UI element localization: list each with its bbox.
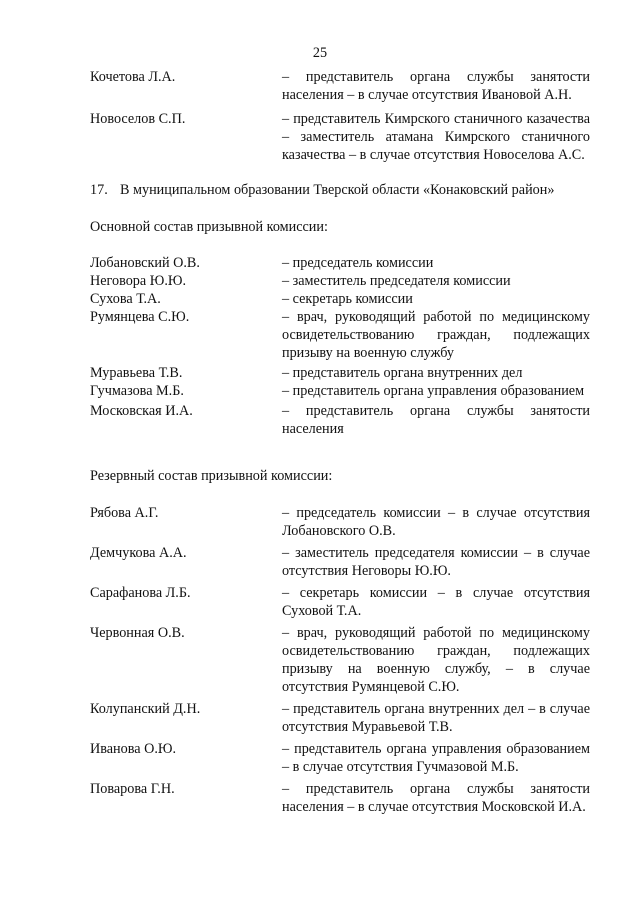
- member-role: – врач, руководящий работой по медицинскому освидетельствованию граждан, подлежащих призыву на военную службу, – в случае отсутствия Румянцевой С.Ю.: [282, 625, 590, 695]
- member-role: – представитель Кимрского станичного казачества – заместитель атамана Кимрского станичного казачества – в случае отсутствия Новоселова А.С.: [282, 111, 590, 163]
- member-name: Лобановский О.В.: [90, 255, 200, 271]
- member-row: [90, 544, 590, 580]
- member-row: [90, 504, 590, 540]
- member-name: Поварова Г.Н.: [90, 781, 175, 797]
- member-row: [90, 308, 590, 362]
- section-number: 17.: [90, 182, 108, 198]
- member-row: [90, 740, 590, 776]
- member-role: – секретарь комиссии: [282, 291, 413, 307]
- member-row: [90, 254, 590, 272]
- member-row: [90, 584, 590, 620]
- member-row: [90, 382, 590, 400]
- member-role: – заместитель председателя комиссии – в случае отсутствия Неговоры Ю.Ю.: [282, 545, 590, 579]
- member-role: – представитель органа службы занятости населения: [282, 403, 590, 437]
- member-role: – заместитель председателя комиссии: [282, 273, 511, 289]
- member-row: [90, 700, 590, 736]
- member-name: Гучмазова М.Б.: [90, 383, 184, 399]
- section-title: [90, 181, 590, 199]
- member-row: [90, 272, 590, 290]
- member-role: – представитель органа службы занятости населения – в случае отсутствия Московской И.А.: [282, 781, 590, 815]
- member-role: – врач, руководящий работой по медицинскому освидетельствованию граждан, подлежащих призыву на военную службу: [282, 309, 590, 361]
- member-name: Колупанский Д.Н.: [90, 701, 201, 717]
- member-row: [90, 364, 590, 382]
- member-role: – представитель органа внутренних дел – в случае отсутствия Муравьевой Т.В.: [282, 701, 590, 735]
- member-name: Румянцева С.Ю.: [90, 309, 190, 325]
- section-title-text: В муниципальном образовании Тверской области «Конаковский район»: [120, 182, 555, 198]
- member-name: Иванова О.Ю.: [90, 741, 177, 757]
- main-composition-heading: Основной состав призывной комиссии:: [90, 219, 328, 235]
- member-name: Сарафанова Л.Б.: [90, 585, 191, 601]
- member-name: Новоселов С.П.: [90, 111, 186, 127]
- member-role: – представитель органа службы занятости населения – в случае отсутствия Ивановой А.Н.: [282, 69, 590, 103]
- page-number: 25: [312, 45, 328, 61]
- member-name: Московская И.А.: [90, 403, 193, 419]
- member-role: – председатель комиссии: [282, 255, 434, 271]
- member-name: Муравьева Т.В.: [90, 365, 183, 381]
- member-name: Червонная О.В.: [90, 625, 185, 641]
- member-role: – представитель органа внутренних дел: [282, 365, 523, 381]
- member-name: Неговора Ю.Ю.: [90, 273, 186, 289]
- member-row: [90, 780, 590, 816]
- member-name: Рябова А.Г.: [90, 505, 159, 521]
- member-row: [90, 68, 590, 104]
- document-body: [90, 68, 590, 816]
- member-row: [90, 290, 590, 308]
- member-role: – представитель органа управления образованием – в случае отсутствия Гучмазовой М.Б.: [282, 741, 590, 775]
- member-role: – секретарь комиссии – в случае отсутствия Суховой Т.А.: [282, 585, 590, 619]
- member-name: Кочетова Л.А.: [90, 69, 176, 85]
- reserve-composition-list: [90, 504, 590, 816]
- main-composition-list: [90, 254, 590, 438]
- member-name: Сухова Т.А.: [90, 291, 161, 307]
- member-row: [90, 110, 590, 164]
- member-role: – представитель органа управления образованием: [282, 383, 585, 399]
- member-row: [90, 402, 590, 438]
- member-name: Демчукова А.А.: [90, 545, 187, 561]
- member-role: – председатель комиссии – в случае отсутствия Лобановского О.В.: [282, 505, 590, 539]
- member-row: [90, 624, 590, 696]
- reserve-composition-heading: Резервный состав призывной комиссии:: [90, 468, 333, 484]
